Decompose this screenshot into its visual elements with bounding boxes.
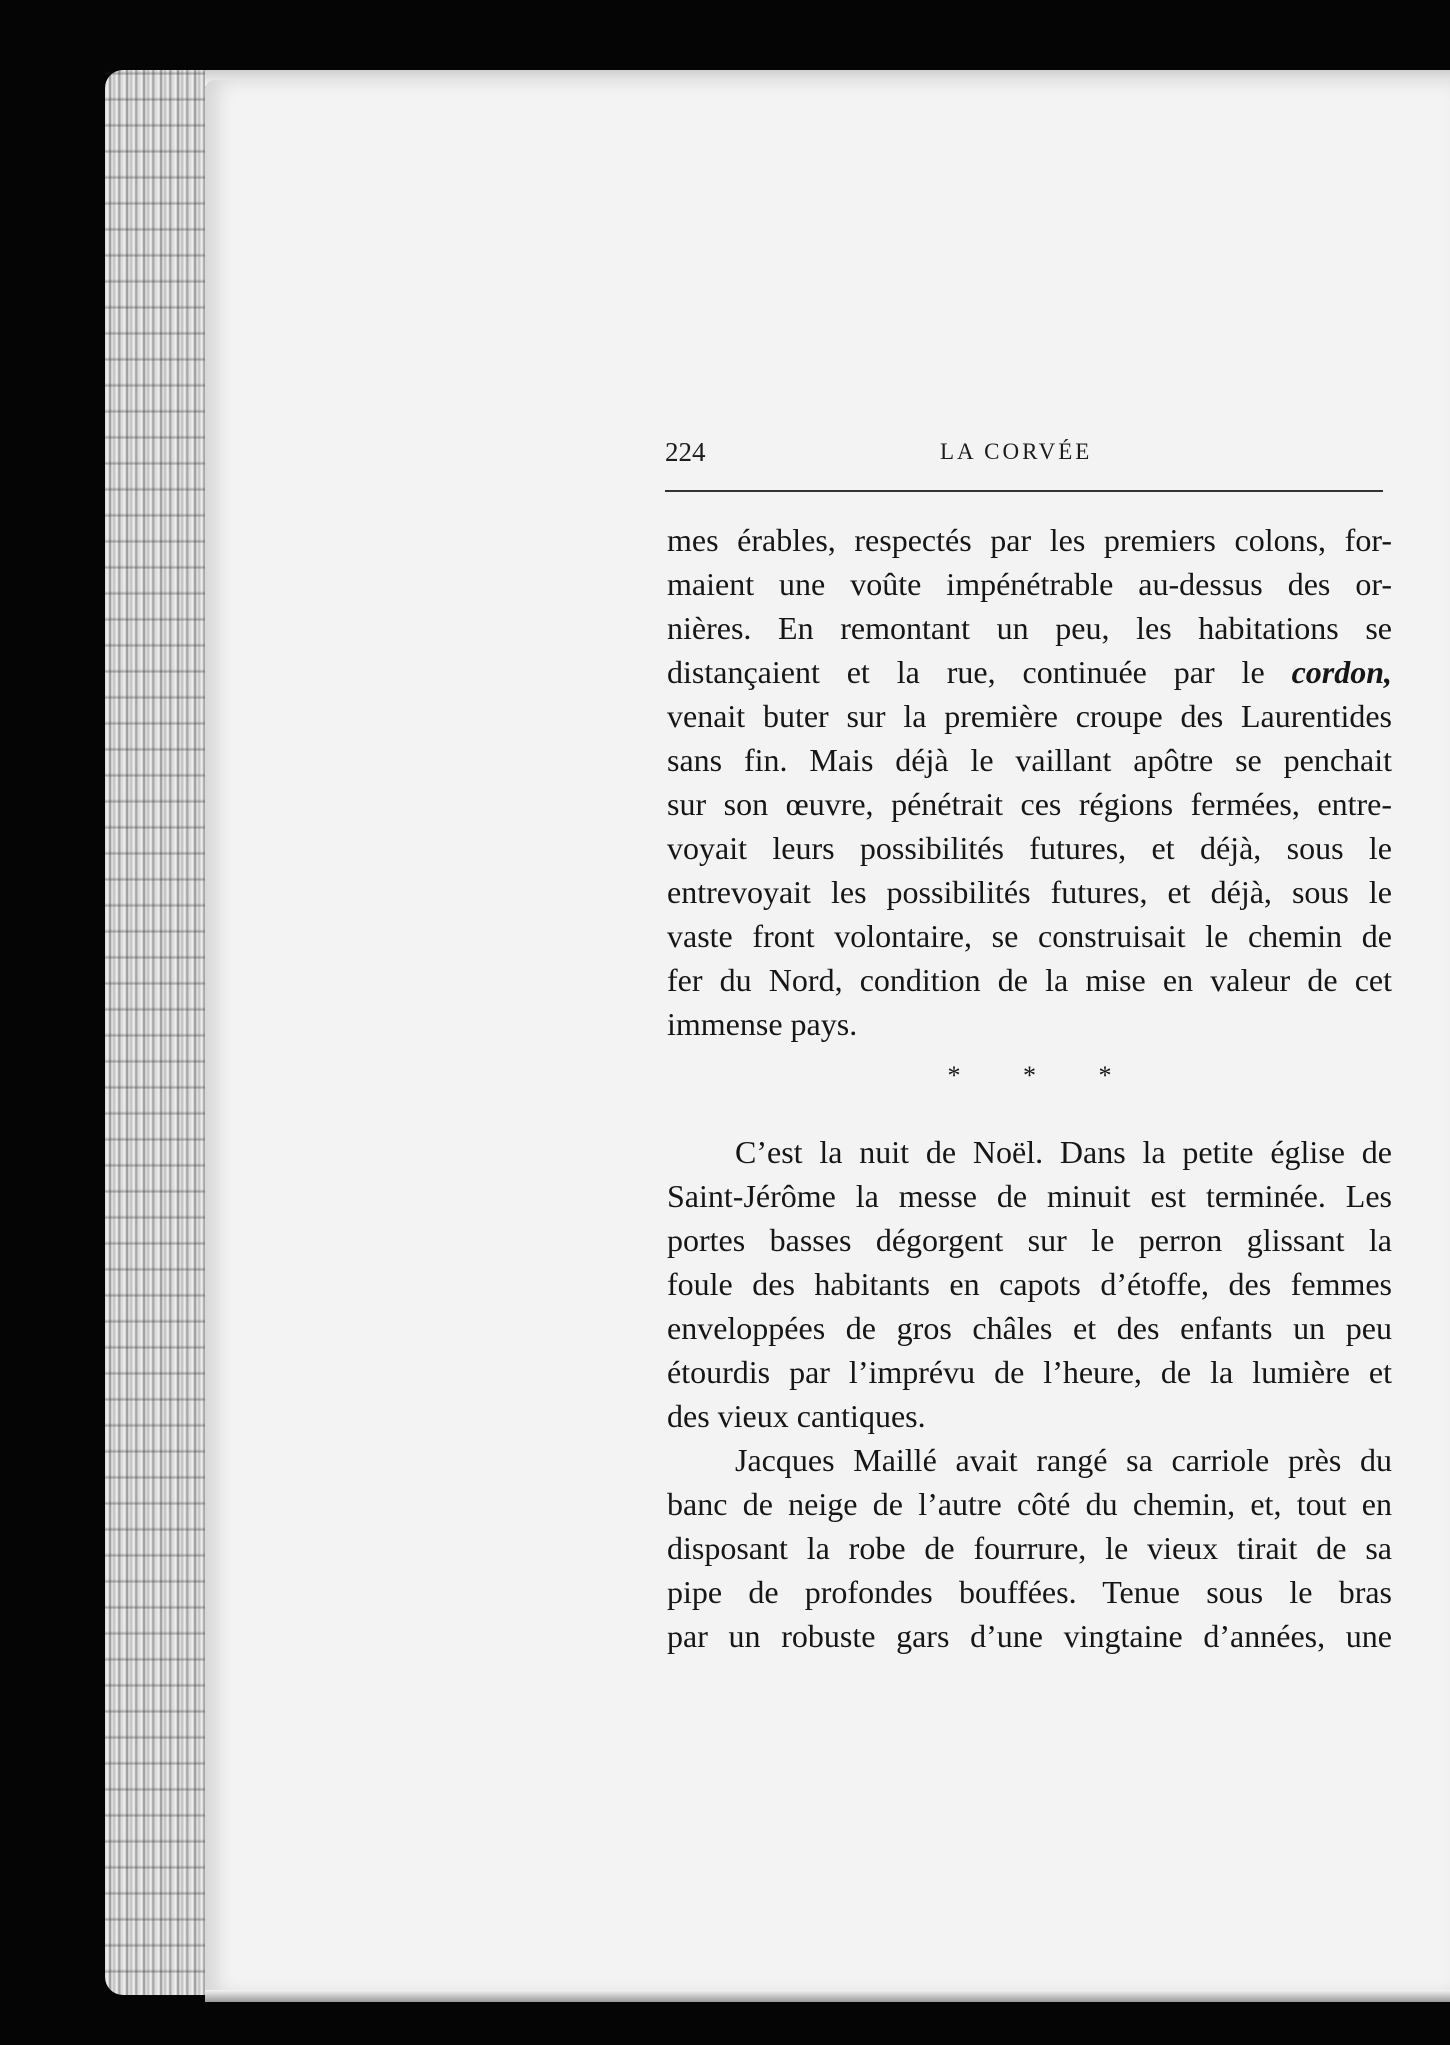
section-separator: * * * bbox=[947, 1061, 1140, 1090]
header-rule bbox=[665, 490, 1383, 492]
text-line: entrevoyait les possibilités futures, et déjà, sous le bbox=[667, 874, 1392, 910]
text-line: enveloppées de gros châles et des enfants un peu bbox=[667, 1310, 1392, 1346]
text-line: pipe de profondes bouffées. Tenue sous le bras bbox=[667, 1574, 1392, 1610]
text-line: étourdis par l’imprévu de l’heure, de la lumière et bbox=[667, 1354, 1392, 1390]
text-line: des vieux cantiques. bbox=[667, 1398, 926, 1434]
body-text bbox=[667, 518, 1392, 1658]
book-title: LA CORVÉE bbox=[940, 439, 1093, 464]
text-line: foule des habitants en capots d’étoffe, des femmes bbox=[667, 1266, 1392, 1302]
text-line: sur son œuvre, pénétrait ces régions fermées, entre- bbox=[667, 786, 1392, 822]
text-line: fer du Nord, condition de la mise en valeur de cet bbox=[667, 962, 1392, 998]
text-line: Jacques Maillé avait rangé sa carriole près du bbox=[735, 1442, 1392, 1478]
text-line: sans fin. Mais déjà le vaillant apôtre se penchait bbox=[667, 742, 1392, 778]
text-line: C’est la nuit de Noël. Dans la petite église de bbox=[735, 1134, 1392, 1170]
text-line: maient une voûte impénétrable au-dessus des or- bbox=[667, 566, 1392, 602]
text-line: vaste front volontaire, se construisait le chemin de bbox=[667, 918, 1392, 954]
italic-word: cordon, bbox=[1291, 654, 1393, 690]
paragraph-1 bbox=[667, 518, 1392, 1046]
text-line: venait buter sur la première croupe des Laurentides bbox=[667, 698, 1392, 734]
text-line: mes érables, respectés par les premiers colons, for- bbox=[667, 522, 1392, 558]
text-line: banc de neige de l’autre côté du chemin, et, tout en bbox=[667, 1486, 1392, 1522]
paragraph-3 bbox=[667, 1438, 1392, 1658]
text-line: immense pays. bbox=[667, 1006, 858, 1042]
text-line: nières. En remontant un peu, les habitations se bbox=[667, 610, 1392, 646]
running-head bbox=[665, 437, 1385, 477]
paragraph-2 bbox=[667, 1130, 1392, 1438]
text-line: Saint-Jérôme la messe de minuit est terminée. Les bbox=[667, 1178, 1392, 1214]
section-gap bbox=[667, 1106, 1392, 1130]
text-span: distançaient et la rue, continuée par le bbox=[667, 654, 1265, 690]
text-line bbox=[667, 650, 1392, 694]
page-bottom-edge bbox=[205, 1990, 1450, 2002]
text-line: portes basses dégorgent sur le perron glissant la bbox=[667, 1222, 1392, 1258]
text-line: disposant la robe de fourrure, le vieux tirait de sa bbox=[667, 1530, 1392, 1566]
page-number: 224 bbox=[665, 437, 706, 467]
text-line: voyait leurs possibilités futures, et déjà, sous le bbox=[667, 830, 1392, 866]
text-line: par un robuste gars d’une vingtaine d’années, une bbox=[667, 1618, 1392, 1654]
